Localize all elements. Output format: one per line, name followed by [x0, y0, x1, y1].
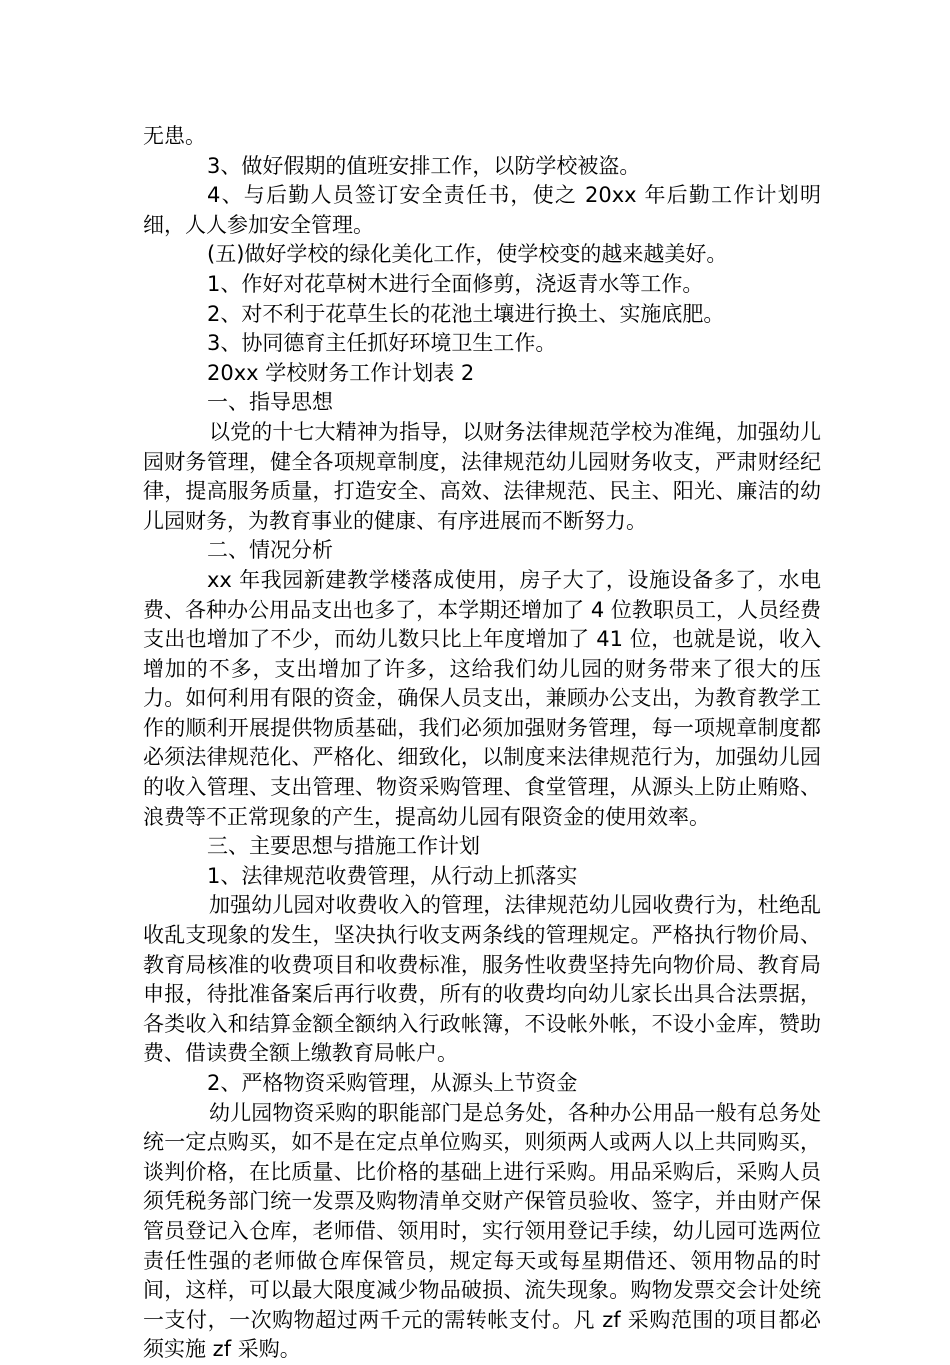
- document-body: [143, 122, 821, 1365]
- section-heading: 一、指导思想: [207, 390, 333, 415]
- paragraph: 幼儿园物资采购的职能部门是总务处，各种办公用品一般有总务处统一定点购买，如不是在定点单位购买，则须两人或两人以上共同购买，谈判价格，在比质量、比价格的基础上进行采购。用品采购后，采购人员须凭税务部门统一发票及购物清单交财产保管员验收、签字，并由财产保管员登记入仓库，老师借、领用时，实行领用登记手续，幼儿园可选两位责任性强的老师做仓库保管员，规定每天或每星期借还、领用物品的时间，这样，可以最大限度减少物品破损、流失现象。购物发票交会计处统一支付，一次购物超过两千元的需转帐支付。凡 zf 采购范围的项目都必须实施 zf 采购。: [143, 1100, 821, 1362]
- subsection-heading: 1、法律规范收费管理，从行动上抓落实: [207, 863, 578, 888]
- paragraph: 3、做好假期的值班安排工作，以防学校被盗。: [207, 153, 641, 178]
- paragraph: 加强幼儿园对收费收入的管理，法律规范幼儿园收费行为，杜绝乱收乱支现象的发生，坚决执行收支两条线的管理规定。严格执行物价局、教育局核准的收费项目和收费标准，服务性收费坚持先向物价局、教育局申报，待批准备案后再行收费，所有的收费均向幼儿家长出具合法票据，各类收入和结算金额全额纳入行政帐簿，不设帐外帐，不设小金库，赞助费、借读费全额上缴教育局帐户。: [143, 893, 821, 1066]
- paragraph: 1、作好对花草树木进行全面修剪，浇返青水等工作。: [207, 271, 704, 296]
- paragraph: 4、与后勤人员签订安全责任书，使之 20xx 年后勤工作计划明细，人人参加安全管理。: [143, 183, 821, 237]
- paragraph: 2、对不利于花草生长的花池土壤进行换土、实施底肥。: [207, 301, 725, 326]
- document-title: 20xx 学校财务工作计划表 2: [207, 360, 475, 385]
- paragraph: 无患。: [143, 124, 206, 148]
- paragraph: 3、协同德育主任抓好环境卫生工作。: [207, 331, 557, 356]
- section-heading: 三、主要思想与措施工作计划: [207, 834, 480, 859]
- subsection-heading: 2、严格物资采购管理，从源头上节资金: [207, 1071, 578, 1095]
- section-heading: (五)做好学校的绿化美化工作，使学校变的越来越美好。: [207, 242, 728, 267]
- section-heading: 二、情况分析: [207, 538, 333, 563]
- paragraph: xx 年我园新建教学楼落成使用，房子大了，设施设备多了，水电费、各种办公用品支出也多了，本学期还增加了 4 位教职员工，人员经费支出也增加了不少，而幼儿数只比上年度增加了 41 位，也就是说，收入增加的不多，支出增加了许多，这给我们幼儿园的财务带来了很大的压力。如何利用有限的资金，确保人员支出，兼顾办公支出，为教育教学工作的顺利开展提供物质基础，我们必须加强财务管理，每一项规章制度都必须法律规范化、严格化、细致化，以制度来法律规范行为，加强幼儿园的收入管理、支出管理、物资采购管理、食堂管理，从源头上防止贿赂、浪费等不正常现象的产生，提高幼儿园有限资金的使用效率。: [143, 567, 821, 829]
- paragraph: 以党的十七大精神为指导，以财务法律规范学校为准绳，加强幼儿园财务管理，健全各项规章制度，法律规范幼儿园财务收支，严肃财经纪律，提高服务质量，打造安全、高效、法律规范、民主、阳光、廉洁的幼儿园财务，为教育事业的健康、有序进展而不断努力。: [143, 419, 821, 533]
